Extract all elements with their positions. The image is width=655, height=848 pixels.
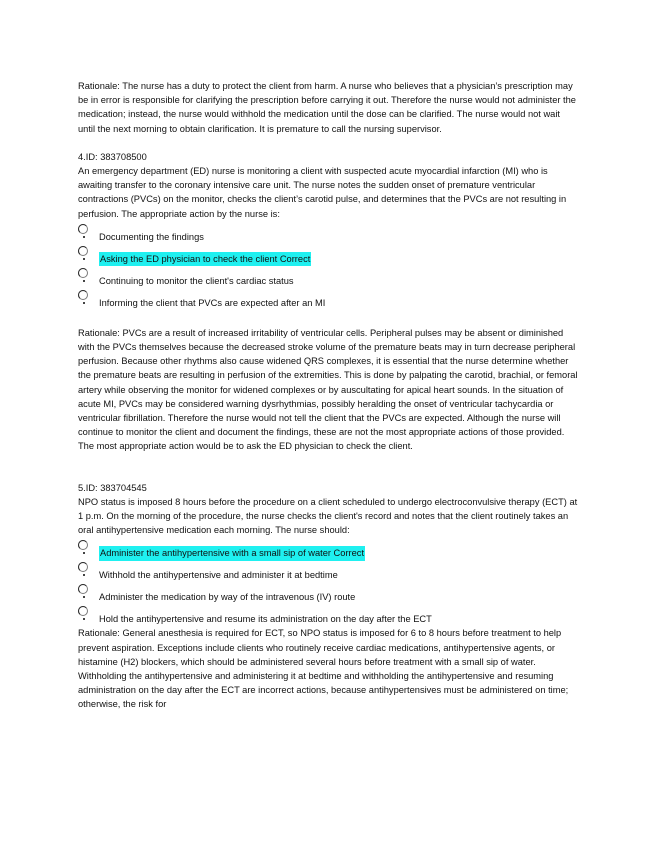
bullet-icon (83, 552, 85, 554)
rationale: Rationale: PVCs are a result of increased irritability of ventricular cells. Peripheral pulses may be absent or diminished with the PVCs themselves because the decreased stroke volume of the premature beats may in turn decrease peripheral perfusion. Because other rhythms also cause widened QRS complexes, it is essential that the nurse determine whether the premature beats are resulting in perfusion of the extremities. This is done by palpating the carotid, brachial, or femoral artery while observing the monitor for widened complexes or by auscultating for apical heart sounds. In the situation of acute MI, PVCs may be considered warning dysrhythmias, possibly heralding the onset of ventricular tachycardia or ventricular fibrillation. Therefore the nurse would not tell the client that the PVCs are expected. Although the nurse will continue to monitor the client and document the findings, these are not the most appropriate actions of those provided. The most appropriate action would be to ask the ED physician to check the client. (78, 327, 578, 452)
answer-option-correct[interactable] (78, 541, 578, 563)
option-label: Asking the ED physician to check the client Correct (99, 252, 311, 266)
question-stem: NPO status is imposed 8 hours before the procedure on a client scheduled to undergo electroconvulsive therapy (ECT) at 1 p.m. On the morning of the procedure, the nurse checks the client's record and notes that the client routinely takes an oral antihypertensive medication each morning. The nurse should: (78, 496, 578, 536)
option-label: Documenting the findings (99, 231, 204, 242)
rationale-previous-question: Rationale: The nurse has a duty to protect the client from harm. A nurse who believes that a physician’s prescription may be in error is responsible for clarifying the prescription before carrying it out. Therefore the nurse would not administer the medication; instead, the nurse would withhold the medication until the dose can be clarified. The nurse would not wait until the next morning to obtain clarification. It is premature to call the nursing supervisor. (78, 81, 576, 134)
option-label: Administer the medication by way of the intravenous (IV) route (99, 592, 356, 603)
question-id: 5.ID: 383704545 (78, 482, 147, 493)
bullet-icon (83, 258, 85, 260)
radio-button[interactable] (78, 562, 88, 572)
option-label: Hold the antihypertensive and resume its administration on the day after the ECT (99, 614, 432, 625)
bullet-icon (83, 618, 85, 620)
radio-button[interactable] (78, 290, 88, 300)
answer-option[interactable] (78, 563, 578, 585)
bullet-icon (83, 574, 85, 576)
answer-options (78, 225, 578, 313)
option-label: Withhold the antihypertensive and administer it at bedtime (99, 570, 338, 581)
answer-option-correct[interactable] (78, 247, 578, 269)
option-label: Continuing to monitor the client's cardiac status (99, 275, 294, 286)
radio-button[interactable] (78, 224, 88, 234)
bullet-icon (83, 280, 85, 282)
radio-button[interactable] (78, 268, 88, 278)
radio-button[interactable] (78, 540, 88, 550)
bullet-icon (83, 302, 85, 304)
question-5 (78, 481, 578, 712)
answer-option[interactable] (78, 585, 578, 607)
radio-button[interactable] (78, 584, 88, 594)
question-4 (78, 150, 578, 454)
question-stem: An emergency department (ED) nurse is monitoring a client with suspected acute myocardial infarction (MI) who is awaiting transfer to the coronary intensive care unit. The nurse notes the sudden onset of premature ventricular contractions (PVCs) on the monitor, checks the client’s carotid pulse, and determines that the PVCs are not resulting in perfusion. The appropriate action by the nurse is: (78, 166, 567, 219)
option-label: Administer the antihypertensive with a small sip of water Correct (99, 546, 365, 560)
answer-option[interactable] (78, 607, 578, 626)
answer-options (78, 541, 578, 626)
radio-button[interactable] (78, 246, 88, 256)
bullet-icon (83, 236, 85, 238)
document-page (78, 79, 578, 712)
radio-button[interactable] (78, 606, 88, 616)
question-id: 4.ID: 383708500 (78, 151, 147, 162)
answer-option[interactable] (78, 291, 578, 313)
answer-option[interactable] (78, 269, 578, 291)
rationale: Rationale: General anesthesia is required for ECT, so NPO status is imposed for 6 to 8 hours before treatment to help prevent aspiration. Exceptions include clients who routinely receive cardiac medications, antihypertensive agents, or histamine (H2) blockers, which should be administered several hours before treatment with a small sip of water. Withholding the antihypertensive and administering it at bedtime and withholding the antihypertensive and resuming administration on the day after the ECT are incorrect actions, because antihypertensives must be administered on time; otherwise, the risk for (78, 628, 569, 710)
option-label: Informing the client that PVCs are expected after an MI (99, 297, 326, 308)
answer-option[interactable] (78, 225, 578, 247)
bullet-icon (83, 596, 85, 598)
